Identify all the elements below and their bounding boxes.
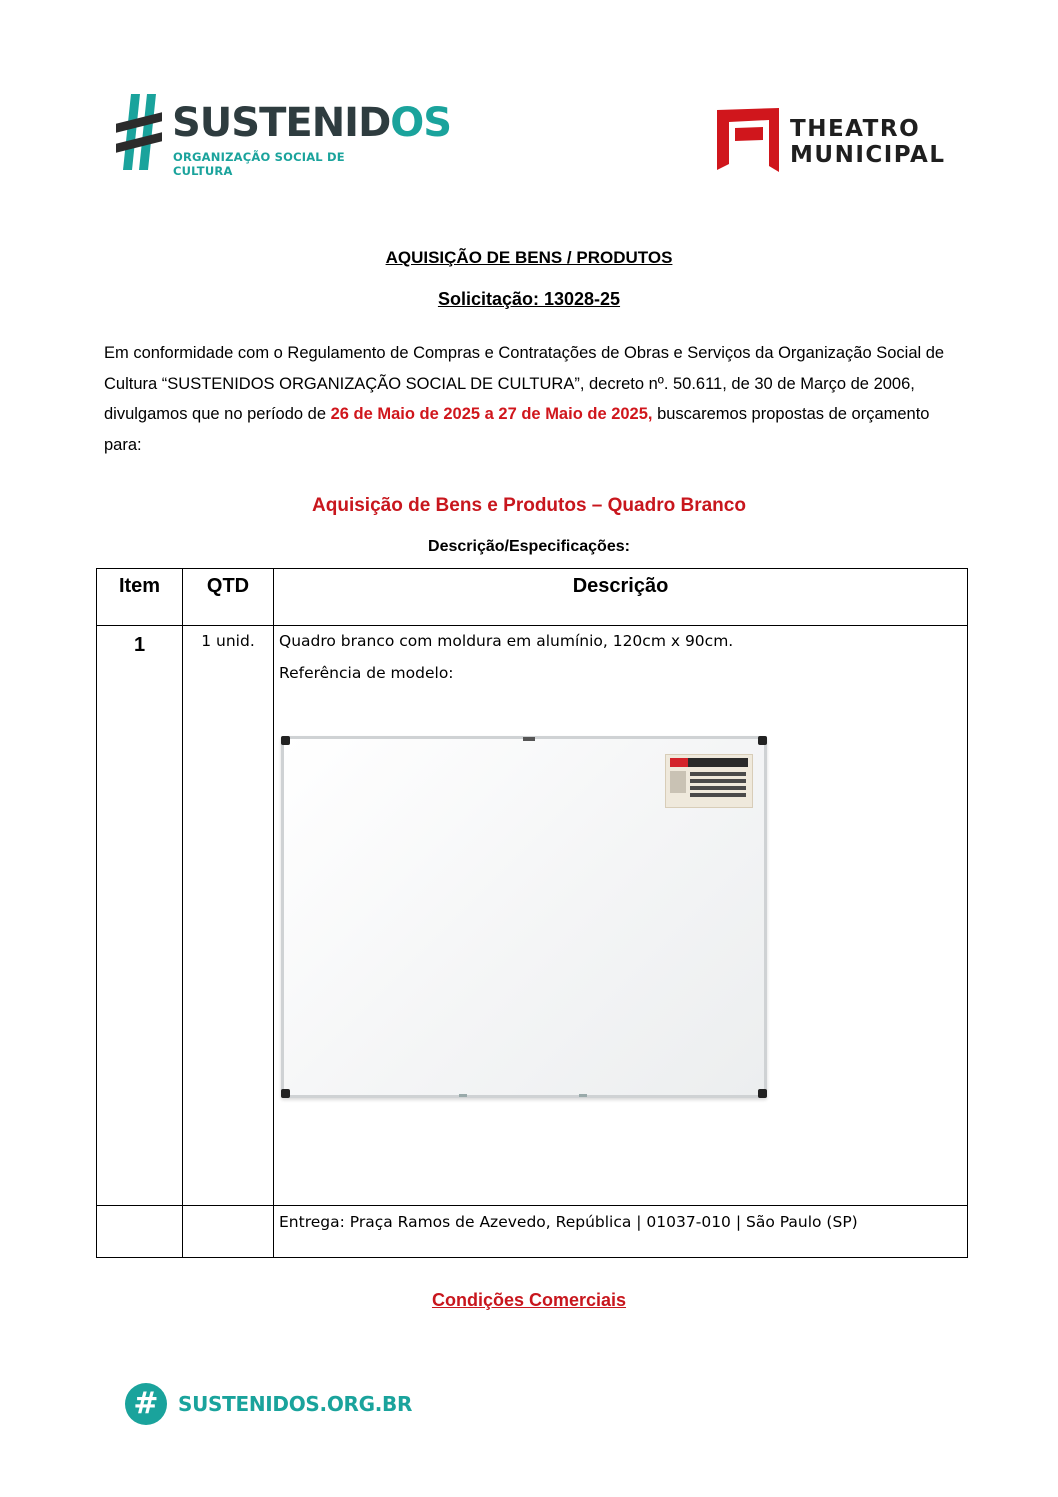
row-qtd: 1 unid.	[183, 626, 274, 1206]
description-text: Quadro branco com moldura em alumínio, 120cm x 90cm.	[279, 632, 734, 650]
intro-dates: 26 de Maio de 2025 a 27 de Maio de 2025,	[330, 405, 653, 423]
whiteboard-image	[281, 736, 765, 1098]
row-item: 1	[97, 626, 183, 1206]
theatro-municipal-logo	[717, 108, 957, 174]
header-description: Descrição	[274, 569, 968, 626]
spec-label: Descrição/Especificações:	[428, 538, 630, 555]
delivery-empty-item	[97, 1206, 183, 1258]
spec-table	[96, 568, 968, 1258]
footer-url: SUSTENIDOS.ORG.BR	[178, 1392, 413, 1416]
delivery-address: Entrega: Praça Ramos de Azevedo, República | 01037-010 | São Paulo (SP)	[274, 1206, 968, 1258]
commercial-conditions-heading: Condições Comerciais	[431, 1290, 627, 1310]
header-item: Item	[97, 569, 183, 626]
hash-icon: #	[125, 1383, 167, 1425]
header-qtd: QTD	[183, 569, 274, 626]
row-description	[274, 626, 968, 1206]
theatro-municipal-text: THEATRO MUNICIPAL	[790, 116, 946, 168]
reference-label: Referência de modelo:	[279, 664, 454, 682]
brand-subtitle: ORGANIZAÇÃO SOCIAL DE CULTURA	[173, 150, 345, 178]
product-label-image	[665, 754, 753, 808]
brand-name: SUSTENIDOS	[172, 100, 452, 146]
document-title: AQUISIÇÃO DE BENS / PRODUTOS	[385, 248, 673, 267]
footer-logo	[125, 1383, 413, 1427]
sustenidos-logo	[116, 94, 452, 178]
table-row	[97, 626, 968, 1206]
hash-icon	[116, 94, 162, 170]
theatro-municipal-mark-icon	[717, 108, 779, 172]
request-number: Solicitação: 13028-25	[437, 289, 621, 309]
intro-paragraph: Em conformidade com o Regulamento de Compras e Contratações de Obras e Serviços da Organização Social de Cultura “SUSTENIDOS ORGANIZAÇÃO SOCIAL DE CULTURA”, decreto nº. 50.611, de 30 de Março de 2006, divulgamos que no período de 26 de Maio de 2025 a 27 de Maio de 2025, buscaremos propostas de orçamento para:	[104, 344, 945, 454]
delivery-empty-qtd	[183, 1206, 274, 1258]
section-subtitle: Aquisição de Bens e Produtos – Quadro Branco	[312, 495, 746, 516]
